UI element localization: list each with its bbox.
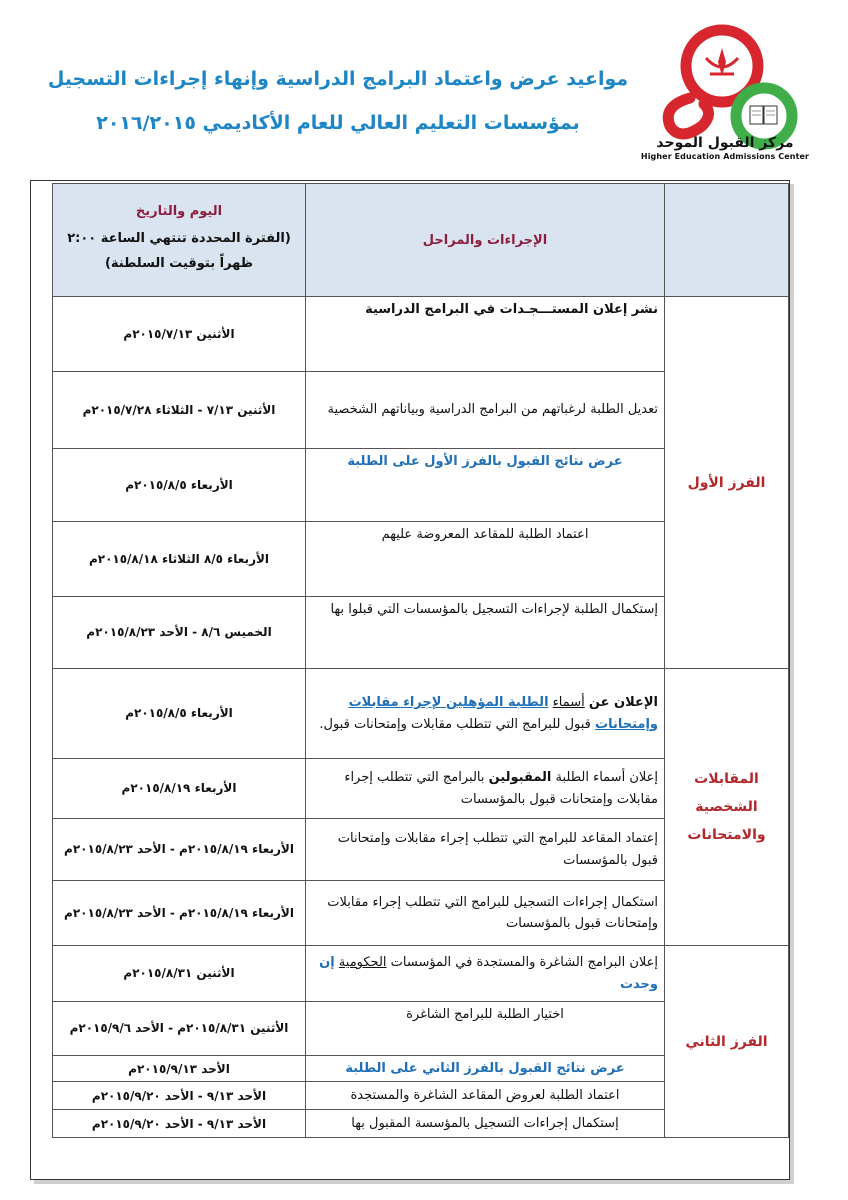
header-date-note: (الفترة المحددة تنتهي الساعة ٢:٠٠ ظهراً بتوقيت السلطنة) [67,230,291,271]
procedure-text-underlined: الحكومية [338,955,387,971]
procedure-highlight: عرض نتائج القبول بالفرز الثاني على الطلبة [345,1061,625,1076]
procedure-cell [306,449,665,522]
header-stage-blank [665,184,789,297]
procedure-text: بالبرامج التي تتطلب إجراء مقابلات وإمتحانات قبول بالمؤسسات [344,770,658,807]
page-title: مواعيد عرض واعتماد البرامج الدراسية وإنهاء إجراءات التسجيل [47,68,629,90]
procedure-cell [306,946,665,1002]
procedure-text-bold: المقبولين [488,770,552,786]
procedure-text: إعلان البرامج الشاغرة والمستجدة في المؤسسات [390,955,658,971]
procedure-text-underlined: أسماء [552,695,585,711]
table-row [53,946,789,1002]
page-subtitle: بمؤسسات التعليم العالي للعام الأكاديمي ٢٠١٦/٢٠١٥ [96,112,580,134]
procedure-cell [306,669,665,759]
procedure-cell [306,1056,665,1082]
table-row [53,669,789,759]
date-cell: الأثنين ٢٠١٥/٨/٣١م [53,946,306,1002]
header-date [53,184,306,297]
schedule-table [52,183,789,1138]
emblem-icon [706,48,738,76]
procedure-cell: اختيار الطلبة للبرامج الشاغرة [306,1002,665,1056]
procedure-highlight: الطلبة المؤهلين لإجراء مقابلات وإمتحانات [348,695,658,732]
date-cell: الأثنين ٧/١٣ - الثلاثاء ٢٠١٥/٧/٢٨م [53,372,306,449]
procedure-cell: إعتماد المقاعد للبرامج التي تتطلب إجراء مقابلات وإمتحانات قبول بالمؤسسات [306,819,665,881]
logo-text-english: Higher Education Admissions Center [640,152,810,161]
header-procedures: الإجراءات والمراحل [306,184,665,297]
page-header [0,0,848,175]
table-header-row [53,184,789,297]
date-cell: الأثنين ٢٠١٥/٨/٣١م - الأحد ٢٠١٥/٩/٦م [53,1002,306,1056]
date-cell: الخميس ٨/٦ - الأحد ٢٠١٥/٨/٢٣م [53,597,306,669]
procedure-cell: اعتماد الطلبة للمقاعد المعروضة عليهم [306,522,665,597]
date-cell: الأربعاء ٢٠١٥/٨/١٩م - الأحد ٢٠١٥/٨/٢٣م [53,819,306,881]
procedure-cell: تعديل الطلبة لرغباتهم من البرامج الدراسية وبياناتهم الشخصية [306,372,665,449]
table-row [53,297,789,372]
date-cell: الأربعاء ٢٠١٥/٨/٥م [53,449,306,522]
procedure-highlight: إن وجدت [319,955,658,992]
procedure-cell: استكمال إجراءات التسجيل للبرامج التي تتطلب إجراء مقابلات وإمتحانات قبول بالمؤسسات [306,881,665,946]
stage-second-sort: الفرز الثاني [665,946,789,1138]
procedure-text: الإعلان عن [588,695,658,711]
procedure-text: قبول للبرامج التي تتطلب مقابلات وإمتحانات قبول. [319,716,591,732]
stage-first-sort: الفرز الأول [665,297,789,669]
procedure-cell: نشر إعلان المستـــجـدات في البرامج الدراسية [306,297,665,372]
date-cell: الأحد ٩/١٣ - الأحد ٢٠١٥/٩/٢٠م [53,1110,306,1138]
procedure-text: إعلان أسماء الطلبة [555,770,658,786]
header-date-title: اليوم والتاريخ [135,203,223,219]
date-cell: الأربعاء ٢٠١٥/٨/١٩م - الأحد ٢٠١٥/٨/٢٣م [53,881,306,946]
procedure-cell: إستكمال إجراءات التسجيل بالمؤسسة المقبول بها [306,1110,665,1138]
logo-text-arabic: مركز القبول الموحد [656,135,794,151]
date-cell: الأثنين ٢٠١٥/٧/١٣م [53,297,306,372]
stage-interviews-exams: المقابلات الشخصية والامتحانات [665,669,789,946]
date-cell: الأربعاء ٨/٥ الثلاثاء ٢٠١٥/٨/١٨م [53,522,306,597]
procedure-cell: إستكمال الطلبة لإجراءات التسجيل بالمؤسسات التي قبلوا بها [306,597,665,669]
date-cell: الأربعاء ٢٠١٥/٨/٥م [53,669,306,759]
book-icon [750,106,777,124]
procedure-highlight: عرض نتائج القبول بالفرز الأول على الطلبة [347,454,623,469]
date-cell: الأربعاء ٢٠١٥/٨/١٩م [53,759,306,819]
date-cell: الأحد ٩/١٣ - الأحد ٢٠١٥/٩/٢٠م [53,1082,306,1110]
procedure-cell [306,759,665,819]
procedure-cell: اعتماد الطلبة لعروض المقاعد الشاغرة والمستجدة [306,1082,665,1110]
date-cell: الأحد ٢٠١٥/٩/١٣م [53,1056,306,1082]
